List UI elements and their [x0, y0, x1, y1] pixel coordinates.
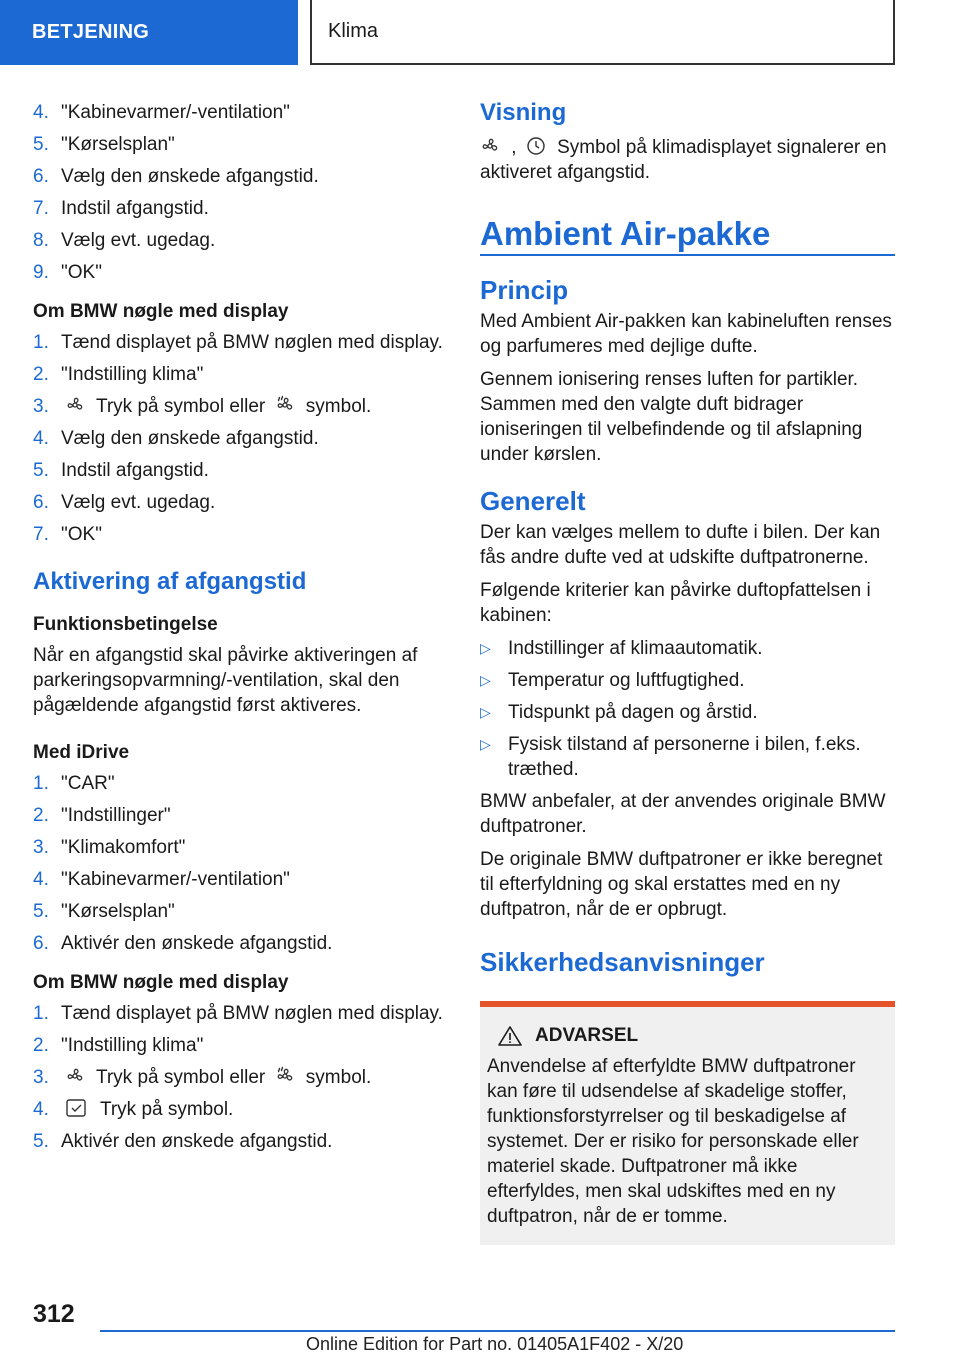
list-item [33, 196, 453, 221]
check-timer-icon [65, 1098, 89, 1118]
list-number: 8. [33, 230, 49, 251]
warning-box [480, 1001, 895, 1245]
list-text: Vælg evt. ugedag. [61, 492, 216, 513]
bullet-item [480, 732, 895, 782]
fan-heat-icon [275, 1066, 295, 1086]
list-text: "Kabinevarmer/-ventilation" [61, 102, 290, 123]
list-number: 7. [33, 524, 49, 545]
visning-paragraph [480, 135, 895, 185]
list-item [33, 771, 453, 796]
bullet-marker-icon: ▷ [480, 704, 491, 720]
list-text: symbol. [305, 1067, 372, 1088]
warning-title [487, 1023, 887, 1048]
list-text: Tænd displayet på BMW nøglen med display. [61, 332, 443, 353]
list-item [33, 803, 453, 828]
list-number: 5. [33, 460, 49, 481]
list-number: 4. [33, 869, 49, 890]
list-item [33, 835, 453, 860]
list-text: Tryk på symbol eller [95, 1067, 266, 1088]
header-section-label: BETJENING [32, 21, 150, 43]
list-text: Vælg den ønskede afgangstid. [61, 428, 319, 449]
list-number: 5. [33, 134, 49, 155]
list-number: 3. [33, 396, 49, 417]
list-text: "Kørselsplan" [61, 134, 175, 155]
bullet-marker-icon: ▷ [480, 672, 491, 688]
header-chapter-label: Klima [328, 20, 379, 42]
list-number: 4. [33, 102, 49, 123]
list-number: 5. [33, 901, 49, 922]
list-text: Tænd displayet på BMW nøglen med display. [61, 1003, 443, 1024]
steps-list-4 [33, 1001, 453, 1058]
list-number: 6. [33, 492, 49, 513]
warning-text: Anvendelse af efterfyldte BMW duftpatroner kan føre til udsendelse af skadelige stoffer, funktionsforstyrrelser og til beskadigelse af systemet. Der er risiko for personskade eller materiel skade. Duftpatroner må ikke efterfyldes, men skal udskiftes med en ny duftpatron, når de er tomme. [487, 1056, 859, 1227]
right-column [480, 100, 895, 1245]
list-item [33, 100, 453, 125]
list-text: Tryk på symbol. [99, 1099, 234, 1120]
paragraph: De originale BMW duftpatroner er ikke beregnet til efterfyldning og skal erstattes med en ny duftpatron, når de er opbrugt. [480, 849, 883, 920]
clock-icon [526, 136, 546, 156]
list-text: "Indstilling klima" [61, 1035, 204, 1056]
visning-text: Symbol på klimadisplayet signalerer en aktiveret afgangstid. [480, 137, 887, 183]
list-text: Indstil afgangstid. [61, 198, 209, 219]
list-item [33, 132, 453, 157]
steps-list-2b [33, 426, 453, 547]
section-heading-generelt: Generelt [480, 486, 586, 516]
warning-label: ADVARSEL [535, 1025, 639, 1046]
paragraph: Når en afgangstid skal påvirke aktiveringen af parkeringsopvarmning/-ventilation, skal den pågældende afgangstid først aktiveres. [33, 645, 418, 716]
list-item [33, 867, 453, 892]
bullet-text: Temperatur og luftfugtighed. [508, 670, 745, 691]
list-item [33, 931, 453, 956]
bullet-list [480, 636, 895, 782]
bullet-text: Indstillinger af klimaautomatik. [508, 638, 763, 659]
list-text: "OK" [61, 524, 102, 545]
subheading-key-display: Om BMW nøgle med display [33, 301, 289, 322]
list-item [33, 394, 453, 419]
list-item [33, 522, 453, 547]
list-item [33, 362, 453, 387]
section-heading-visning: Visning [480, 99, 567, 126]
list-item [33, 899, 453, 924]
list-number: 7. [33, 198, 49, 219]
list-text: Indstil afgangstid. [61, 460, 209, 481]
list-number: 3. [33, 837, 49, 858]
list-number: 5. [33, 1131, 49, 1152]
list-number: 4. [33, 1099, 49, 1120]
list-number: 4. [33, 428, 49, 449]
section-heading-activation: Aktivering af afgangstid [33, 568, 307, 595]
subheading-key-display-2: Om BMW nøgle med display [33, 972, 289, 993]
list-text: Aktivér den ønskede afgangstid. [61, 1131, 333, 1152]
section-heading-safety: Sikkerhedsanvisninger [480, 947, 765, 977]
list-item [33, 1065, 453, 1090]
warning-triangle-icon [497, 1025, 523, 1047]
list-item [33, 1097, 453, 1122]
list-text: Tryk på symbol eller [95, 396, 266, 417]
visning-separator: , [511, 137, 517, 158]
list-number: 9. [33, 262, 49, 283]
paragraph: Følgende kriterier kan påvirke duftopfattelsen i kabinen: [480, 580, 871, 626]
list-text: Aktivér den ønskede afgangstid. [61, 933, 333, 954]
page-number: 312 [33, 1300, 75, 1328]
list-item [33, 426, 453, 451]
subheading-function-condition: Funktionsbetingelse [33, 614, 218, 635]
bullet-item [480, 668, 895, 693]
fan-heat-icon [275, 395, 295, 415]
list-text: "OK" [61, 262, 102, 283]
list-text: "Klimakomfort" [61, 837, 186, 858]
footer-edition: Online Edition for Part no. 01405A1F402 - X/20 [306, 1334, 684, 1354]
list-number: 2. [33, 805, 49, 826]
steps-list-2 [33, 330, 453, 387]
paragraph: Med Ambient Air-pakken kan kabineluften renses og parfumeres med dejlige dufte. [480, 311, 892, 357]
list-text: Vælg den ønskede afgangstid. [61, 166, 319, 187]
header-chapter [310, 0, 895, 65]
bullet-text: Tidspunkt på dagen og årstid. [508, 702, 758, 723]
list-number: 6. [33, 933, 49, 954]
list-item [33, 1129, 453, 1154]
bullet-text: Fysisk tilstand af personerne i bilen, f.eks. træthed. [508, 734, 861, 780]
list-text: Vælg evt. ugedag. [61, 230, 216, 251]
list-number: 2. [33, 364, 49, 385]
paragraph: Der kan vælges mellem to dufte i bilen. Der kan fås andre dufte ved at udskifte duftpatronerne. [480, 522, 881, 568]
list-number: 1. [33, 332, 49, 353]
list-text: "Indstilling klima" [61, 364, 204, 385]
list-item [33, 228, 453, 253]
list-item [33, 1001, 453, 1026]
steps-list-1 [33, 100, 453, 285]
bullet-item [480, 700, 895, 725]
fan-icon [480, 136, 500, 156]
list-item [33, 164, 453, 189]
list-number: 1. [33, 1003, 49, 1024]
list-number: 3. [33, 1067, 49, 1088]
list-item [33, 260, 453, 285]
list-number: 2. [33, 1035, 49, 1056]
footer-divider [100, 1330, 895, 1332]
bullet-marker-icon: ▷ [480, 736, 491, 752]
subheading-idrive: Med iDrive [33, 742, 130, 763]
list-text: "Kabinevarmer/-ventilation" [61, 869, 290, 890]
list-text: "Kørselsplan" [61, 901, 175, 922]
fan-icon [65, 395, 85, 415]
paragraph: Gennem ionisering renses luften for partikler. Sammen med den valgte duft bidrager ioniseringen til velbefindende og til afslapning under kørslen. [480, 369, 863, 465]
section-heading-princip: Princip [480, 275, 569, 305]
paragraph: BMW anbefaler, at der anvendes originale BMW duftpatroner. [480, 791, 886, 837]
chapter-title: Ambient Air-pakke [480, 221, 895, 256]
list-number: 6. [33, 166, 49, 187]
steps-list-3 [33, 771, 453, 956]
left-column [33, 100, 453, 1161]
list-item [33, 490, 453, 515]
list-text: "Indstillinger" [61, 805, 171, 826]
fan-icon [65, 1066, 85, 1086]
list-item [33, 458, 453, 483]
bullet-item [480, 636, 895, 661]
list-item [33, 1033, 453, 1058]
list-number: 1. [33, 773, 49, 794]
bullet-marker-icon: ▷ [480, 640, 491, 656]
list-text: symbol. [305, 396, 372, 417]
list-text: "CAR" [61, 773, 115, 794]
list-item [33, 330, 453, 355]
header-section [0, 0, 298, 65]
